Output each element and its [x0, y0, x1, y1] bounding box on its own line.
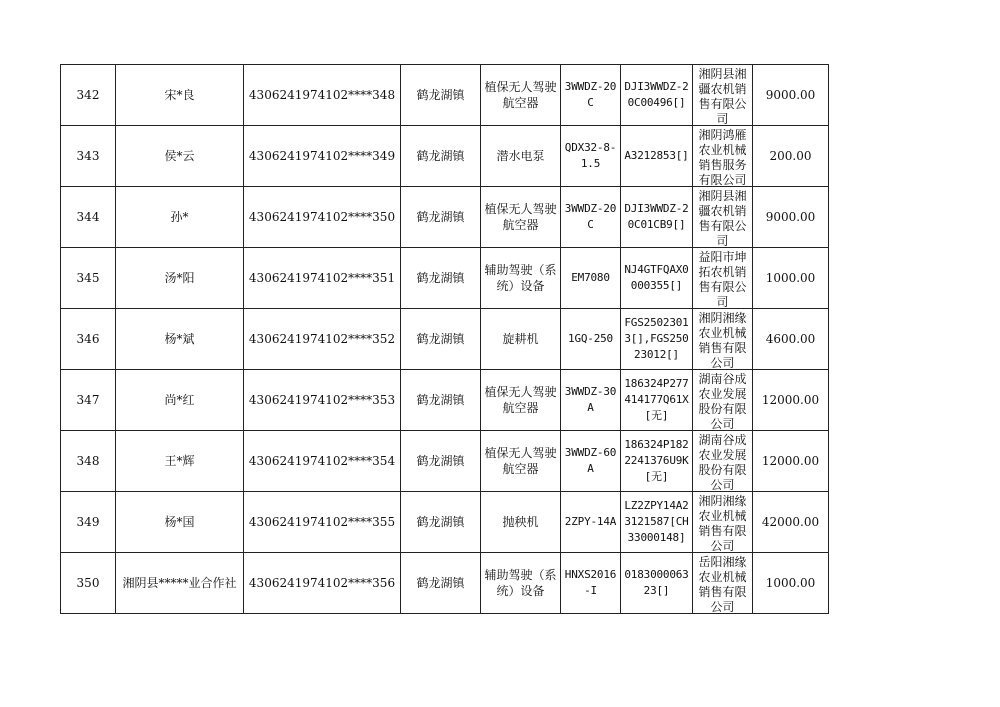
machine-item	[481, 126, 561, 187]
table-row	[61, 553, 829, 614]
row-number: 344	[61, 187, 116, 248]
id-number: 4306241974102****349	[244, 126, 401, 187]
subsidy-amount: 4600.00	[753, 309, 829, 370]
machine-model	[561, 431, 621, 492]
serial-number	[621, 492, 693, 553]
seller-text: 湘阴县湘疆农机销售有限公司	[698, 67, 747, 125]
seller	[693, 248, 753, 309]
machine-model-text: HNXS2016-I	[564, 568, 617, 597]
id-number: 4306241974102****355	[244, 492, 401, 553]
serial-number	[621, 126, 693, 187]
applicant-name: 尚*红	[116, 370, 244, 431]
subsidy-amount: 9000.00	[753, 65, 829, 126]
serial-number	[621, 431, 693, 492]
machine-model-text: 1GQ-250	[568, 332, 613, 345]
subsidy-table	[60, 64, 829, 614]
machine-model	[561, 553, 621, 614]
machine-model-text: 3WWDZ-30A	[564, 385, 617, 414]
subsidy-amount: 12000.00	[753, 370, 829, 431]
machine-model	[561, 309, 621, 370]
machine-model	[561, 492, 621, 553]
table-row	[61, 248, 829, 309]
seller	[693, 187, 753, 248]
machine-model	[561, 126, 621, 187]
row-number: 348	[61, 431, 116, 492]
serial-number	[621, 65, 693, 126]
seller-text: 湘阴湘缘农业机械销售有限公司	[698, 311, 747, 369]
serial-number	[621, 309, 693, 370]
row-number: 345	[61, 248, 116, 309]
town: 鹤龙湖镇	[401, 370, 481, 431]
id-number: 4306241974102****356	[244, 553, 401, 614]
machine-item-text: 潜水电泵	[496, 149, 545, 163]
seller-text: 湘阴鸿雁农业机械销售服务有限公司	[698, 128, 747, 186]
subsidy-amount: 12000.00	[753, 431, 829, 492]
machine-item	[481, 492, 561, 553]
seller-text: 岳阳湘缘农业机械销售有限公司	[698, 555, 747, 613]
seller	[693, 309, 753, 370]
machine-model	[561, 248, 621, 309]
seller-text: 湘阴湘缘农业机械销售有限公司	[698, 494, 747, 552]
serial-number-text: A3212853[]	[624, 149, 689, 162]
seller-text: 湘阴县湘疆农机销售有限公司	[698, 189, 747, 247]
machine-item-text: 抛秧机	[502, 515, 539, 529]
serial-number	[621, 553, 693, 614]
table-row	[61, 431, 829, 492]
seller-text: 湖南谷成农业发展股份有限公司	[698, 372, 747, 430]
machine-item-text: 植保无人驾驶航空器	[484, 385, 557, 415]
applicant-name: 杨*斌	[116, 309, 244, 370]
row-number: 350	[61, 553, 116, 614]
machine-model-text: 2ZPY-14A	[564, 515, 617, 528]
subsidy-amount: 9000.00	[753, 187, 829, 248]
id-number: 4306241974102****354	[244, 431, 401, 492]
seller-text: 益阳市坤拓农机销售有限公司	[698, 250, 747, 308]
machine-model-text: EM7080	[571, 271, 610, 284]
seller	[693, 431, 753, 492]
town: 鹤龙湖镇	[401, 65, 481, 126]
applicant-name: 侯*云	[116, 126, 244, 187]
applicant-name: 汤*阳	[116, 248, 244, 309]
table-row	[61, 309, 829, 370]
town: 鹤龙湖镇	[401, 248, 481, 309]
seller	[693, 553, 753, 614]
seller-text: 湖南谷成农业发展股份有限公司	[698, 433, 747, 491]
row-number: 349	[61, 492, 116, 553]
applicant-name: 孙*	[116, 187, 244, 248]
serial-number-text: 018300006323[]	[624, 568, 689, 597]
machine-item	[481, 431, 561, 492]
table-body	[61, 65, 829, 614]
machine-model-text: 3WWDZ-20C	[564, 202, 617, 231]
id-number: 4306241974102****353	[244, 370, 401, 431]
machine-item-text: 植保无人驾驶航空器	[484, 202, 557, 232]
machine-item	[481, 187, 561, 248]
machine-item	[481, 309, 561, 370]
serial-number-text: LZ2ZPY14A23121587[CH33000148]	[624, 499, 689, 544]
serial-number-text: NJ4GTFQAX0000355[]	[624, 263, 689, 292]
id-number: 4306241974102****351	[244, 248, 401, 309]
machine-item-text: 旋耕机	[502, 332, 539, 346]
subsidy-amount: 1000.00	[753, 248, 829, 309]
row-number: 346	[61, 309, 116, 370]
table-row	[61, 370, 829, 431]
machine-item	[481, 248, 561, 309]
id-number: 4306241974102****348	[244, 65, 401, 126]
town: 鹤龙湖镇	[401, 553, 481, 614]
row-number: 342	[61, 65, 116, 126]
serial-number	[621, 370, 693, 431]
machine-item	[481, 370, 561, 431]
id-number: 4306241974102****352	[244, 309, 401, 370]
subsidy-amount: 42000.00	[753, 492, 829, 553]
seller	[693, 370, 753, 431]
seller	[693, 126, 753, 187]
seller	[693, 492, 753, 553]
serial-number	[621, 187, 693, 248]
serial-number-text: 186324P277414177Q61X[无]	[624, 377, 689, 422]
machine-model	[561, 370, 621, 431]
subsidy-amount: 1000.00	[753, 553, 829, 614]
machine-model-text: 3WWDZ-20C	[564, 80, 617, 109]
subsidy-amount: 200.00	[753, 126, 829, 187]
machine-model-text: QDX32-8-1.5	[564, 141, 617, 170]
table-row	[61, 126, 829, 187]
serial-number-text: FGS25023013[],FGS25023012[]	[624, 316, 689, 361]
machine-model-text: 3WWDZ-60A	[564, 446, 617, 475]
table-row	[61, 187, 829, 248]
table-row	[61, 65, 829, 126]
seller	[693, 65, 753, 126]
town: 鹤龙湖镇	[401, 309, 481, 370]
machine-model	[561, 187, 621, 248]
id-number: 4306241974102****350	[244, 187, 401, 248]
town: 鹤龙湖镇	[401, 492, 481, 553]
serial-number	[621, 248, 693, 309]
town: 鹤龙湖镇	[401, 187, 481, 248]
machine-item-text: 植保无人驾驶航空器	[484, 446, 557, 476]
machine-model	[561, 65, 621, 126]
machine-item	[481, 65, 561, 126]
applicant-name: 王*辉	[116, 431, 244, 492]
machine-item-text: 辅助驾驶（系统）设备	[484, 263, 557, 293]
serial-number-text: 186324P1822241376U9K[无]	[624, 438, 689, 483]
row-number: 343	[61, 126, 116, 187]
serial-number-text: DJI3WWDZ-20C00496[]	[624, 80, 689, 109]
town: 鹤龙湖镇	[401, 126, 481, 187]
table-row	[61, 492, 829, 553]
serial-number-text: DJI3WWDZ-20C01CB9[]	[624, 202, 689, 231]
applicant-name: 杨*国	[116, 492, 244, 553]
row-number: 347	[61, 370, 116, 431]
applicant-name: 宋*良	[116, 65, 244, 126]
town: 鹤龙湖镇	[401, 431, 481, 492]
machine-item-text: 辅助驾驶（系统）设备	[484, 568, 557, 598]
applicant-name: 湘阴县*****业合作社	[116, 553, 244, 614]
machine-item	[481, 553, 561, 614]
machine-item-text: 植保无人驾驶航空器	[484, 80, 557, 110]
